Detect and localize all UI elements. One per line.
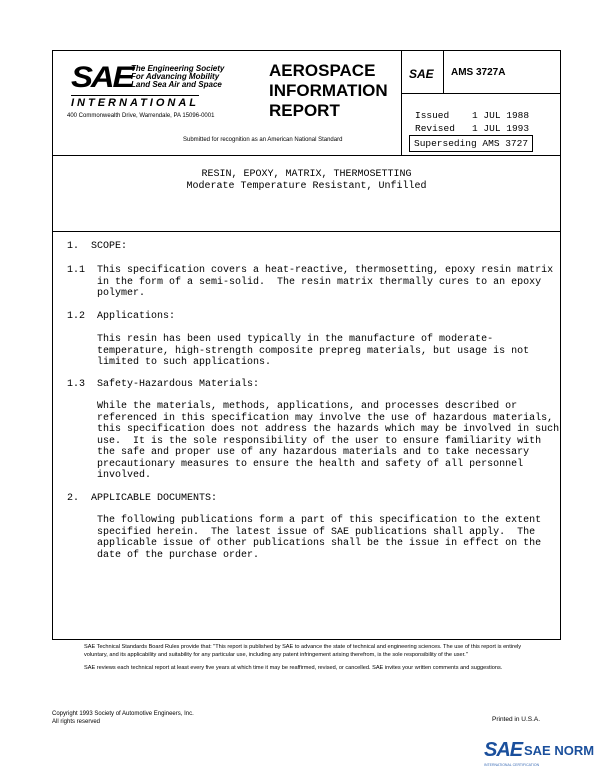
address: 400 Commonwealth Drive, Warrendale, PA 15096-0001 (67, 113, 215, 119)
superseding-box: Superseding AMS 3727 (409, 135, 533, 152)
document-body (67, 237, 560, 561)
sae-mark-small: SAE (409, 67, 434, 81)
logo-international: INTERNATIONAL (71, 97, 200, 109)
section-1-3: While the materials, methods, applications, and processes described or referenced in this specification may involve the use of hazardous materials, this specification does not address the hazards which may be involved in such use. It is the sole responsibility of the user to ensure familiarity with the safe and proper use of any hazardous materials and to take necessary precautionary measures to ensure the health and safety of all personnel involved. (97, 401, 560, 481)
divider (53, 231, 560, 232)
issue-dates: Issued 1 JUL 1988 Revised 1 JUL 1993 (415, 110, 530, 134)
logo-tagline: The Engineering Society For Advancing Mobility Land Sea Air and Space (131, 64, 225, 89)
footnote (84, 644, 524, 679)
printed-in: Printed in U.S.A. (492, 716, 541, 723)
sae-logo (63, 61, 253, 119)
footnote-review: SAE reviews each technical report at least every five years at which time it may be reaffirmed, revised, or cancelled. SAE invites your written comments and suggestions. (84, 665, 503, 671)
divider (53, 155, 560, 156)
divider (401, 93, 560, 94)
section-2: The following publications form a part of this specification to the extent specified herein. The latest issue of SAE publications shall apply. The applicable issue of other publications shall be the issue in effect on the date of the purchase order. (97, 515, 542, 561)
brand-subtext: INTERNATIONAL CERTIFICATION (484, 763, 540, 767)
brand-logo: SAE (484, 739, 523, 761)
section-1-2: This resin has been used typically in the manufacture of moderate- temperature, high-strength composite prepreg materials, but usage is not limited to such applications. (97, 334, 530, 368)
brand-text: SAE NORM (524, 743, 595, 758)
section-1-3-heading: 1.3 Safety-Hazardous Materials: (67, 379, 260, 390)
divider (443, 51, 444, 93)
section-2-heading: 2. APPLICABLE DOCUMENTS: (67, 493, 218, 504)
submitted-note: Submitted for recognition as an American National Standard (183, 137, 343, 143)
ams-number: AMS 3727A (451, 67, 506, 78)
section-1-heading: 1. SCOPE: (67, 241, 128, 252)
logo-sae-mark: SAE (71, 61, 133, 94)
divider (401, 51, 402, 155)
report-type-title: AEROSPACE INFORMATION REPORT (269, 61, 388, 120)
section-1-2-heading: 1.2 Applications: (67, 311, 176, 322)
copyright: Copyright 1993 Society of Automotive Engineers, Inc. All rights reserved (52, 711, 194, 725)
footnote-terms: SAE Technical Standards Board Rules provide that: "This report is published by SAE to advance the state of technical and engineering sciences. The use of this report is entirely voluntary, and its applicability and suitability for any particular use, including any patent infringement arising therefrom, is the sole responsibility of the user." (84, 644, 522, 658)
document-title: RESIN, EPOXY, MATRIX, THERMOSETTING Moderate Temperature Resistant, Unfilled (186, 169, 427, 192)
sae-norm-watermark (484, 739, 594, 769)
document-frame (52, 50, 561, 640)
section-1-1: 1.1 This specification covers a heat-reactive, thermosetting, epoxy resin matrix in the form of a semi-solid. The resin matrix thermally cures to an epoxy polymer. (67, 265, 554, 299)
